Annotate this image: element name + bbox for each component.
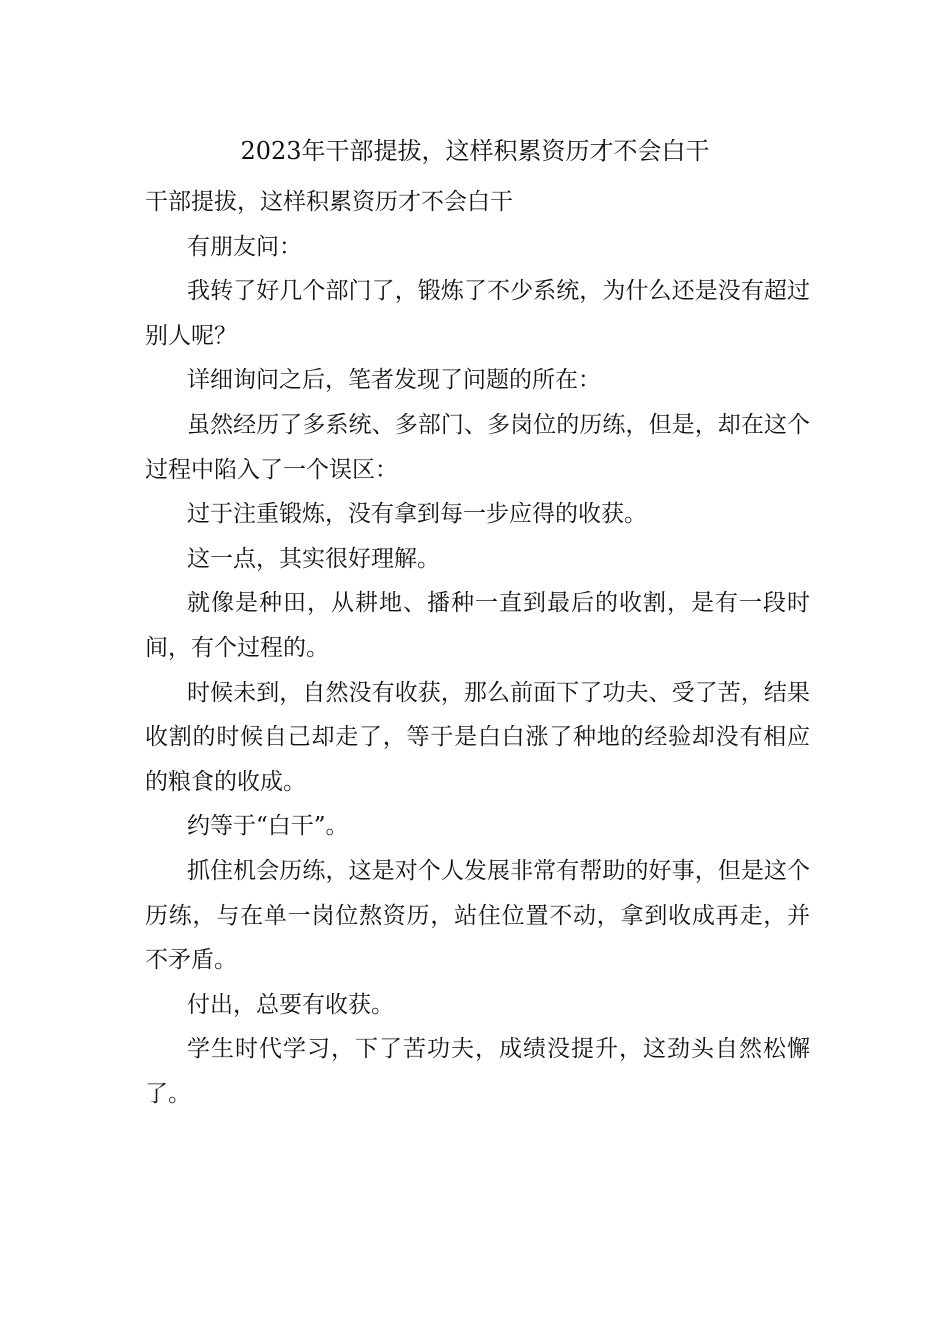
subtitle-paragraph: 干部提拔，这样积累资历才不会白干: [145, 189, 513, 215]
paragraph: 过于注重锻炼，没有拿到每一步应得的收获。: [187, 501, 647, 528]
paragraph: 约等于“白干”。: [187, 813, 349, 840]
paragraph: 就像是种田，从耕地、播种一直到最后的收割，是有一段时间，有个过程的。: [145, 590, 810, 661]
paragraph: 虽然经历了多系统、多部门、多岗位的历练，但是，却在这个过程中陷入了一个误区：: [145, 411, 810, 483]
paragraph: 我转了好几个部门了，锻炼了不少系统，为什么还是没有超过别人呢？: [145, 278, 810, 349]
paragraph: 学生时代学习，下了苦功夫，成绩没提升，这劲头自然松懈了。: [145, 1036, 810, 1107]
paragraph: 抓住机会历练，这是对个人发展非常有帮助的好事，但是这个历练，与在单一岗位熬资历，站住位置不动，拿到收成再走，并不矛盾。: [145, 857, 810, 974]
paragraph: 详细询问之后，笔者发现了问题的所在：: [187, 367, 601, 394]
document-title: 2023年干部提拔，这样积累资历才不会白干: [240, 137, 710, 165]
document-body: [145, 180, 810, 1116]
paragraph: 这一点，其实很好理解。: [187, 545, 440, 572]
paragraph: 时候未到，自然没有收获，那么前面下了功夫、受了苦，结果收割的时候自己却走了，等于是白白涨了种地的经验却没有相应的粮食的收成。: [145, 679, 810, 795]
paragraph: 付出，总要有收获。: [187, 991, 394, 1018]
paragraph: 有朋友问：: [187, 233, 302, 260]
